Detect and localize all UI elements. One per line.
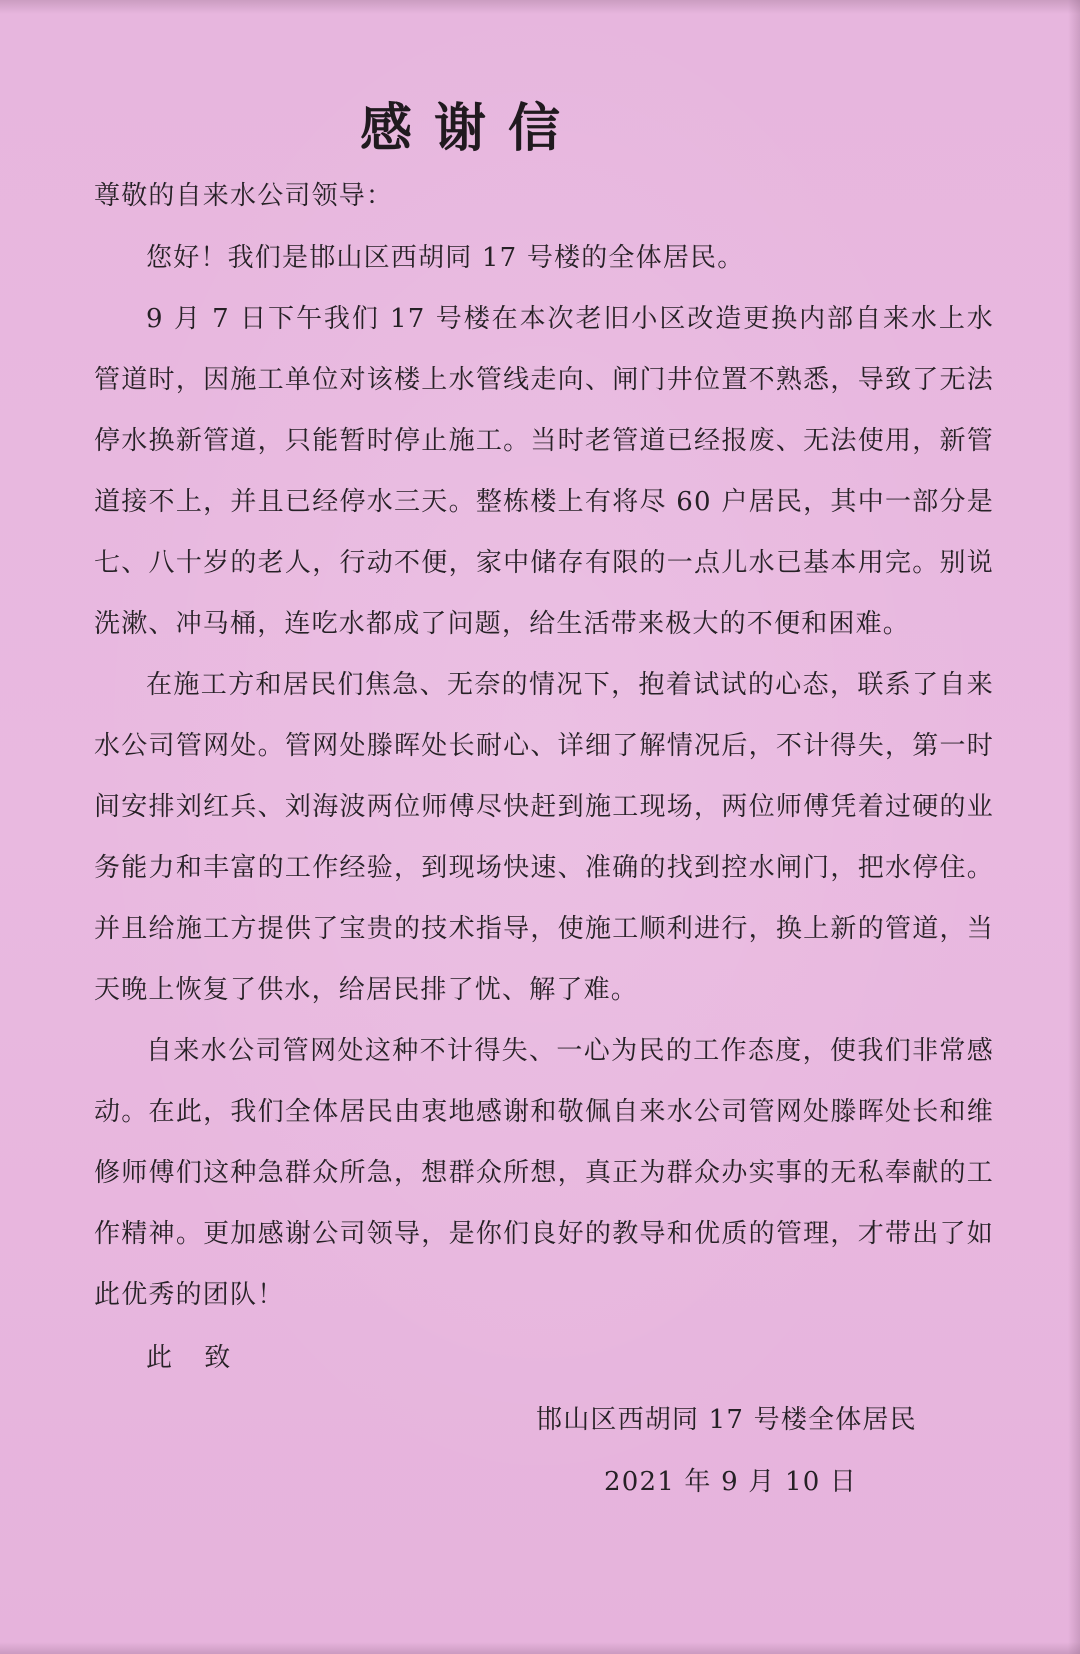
letter-closing: 此 致 (146, 1343, 243, 1373)
paper-edge-shadow-right (1068, 0, 1080, 1654)
letter-paragraph-thanks: 自来水公司管网处这种不计得失、一心为民的工作态度，使我们非常感动。在此，我们全体居民由衷地感谢和敬佩自来水公司管网处滕晖处长和维修师傅们这种急群众所急，想群众所想，真正为群众办实事的无私奉献的工作精神。更加感谢公司领导，是你们良好的教导和优质的管理，才带出了如此优秀的团队！ (94, 1036, 994, 1310)
letter-salutation: 尊敬的自来水公司领导： (94, 181, 394, 211)
paper-edge-shadow-bottom (0, 1642, 1080, 1654)
paper-edge-shadow-top (0, 0, 1080, 14)
letter-paragraph-greeting: 您好！我们是邯山区西胡同 17 号楼的全体居民。 (146, 243, 745, 273)
letter-signature: 邯山区西胡同 17 号楼全体居民 (536, 1405, 917, 1435)
letter-title: 感谢信 (360, 99, 583, 159)
letter-paragraph-incident: 9 月 7 日下午我们 17 号楼在本次老旧小区改造更换内部自来水上水管道时，因施工单位对该楼上水管线走向、闸门井位置不熟悉，导致了无法停水换新管道，只能暂时停止施工。当时老管道已经报废、无法使用，新管道接不上，并且已经停水三天。整栋楼上有将尽 60 户居民，其中一部分是七、八十岁的老人，行动不便，家中储存有限的一点儿水已基本用完。别说洗漱、冲马桶，连吃水都成了问题，给生活带来极大的不便和困难。 (94, 304, 994, 639)
letter-date: 2021 年 9 月 10 日 (604, 1467, 858, 1497)
letter-paragraph-response: 在施工方和居民们焦急、无奈的情况下，抱着试试的心态，联系了自来水公司管网处。管网处滕晖处长耐心、详细了解情况后，不计得失，第一时间安排刘红兵、刘海波两位师傅尽快赶到施工现场，两位师傅凭着过硬的业务能力和丰富的工作经验，到现场快速、准确的找到控水闸门，把水停住。并且给施工方提供了宝贵的技术指导，使施工顺利进行，换上新的管道，当天晚上恢复了供水，给居民排了忧、解了难。 (94, 670, 994, 1005)
